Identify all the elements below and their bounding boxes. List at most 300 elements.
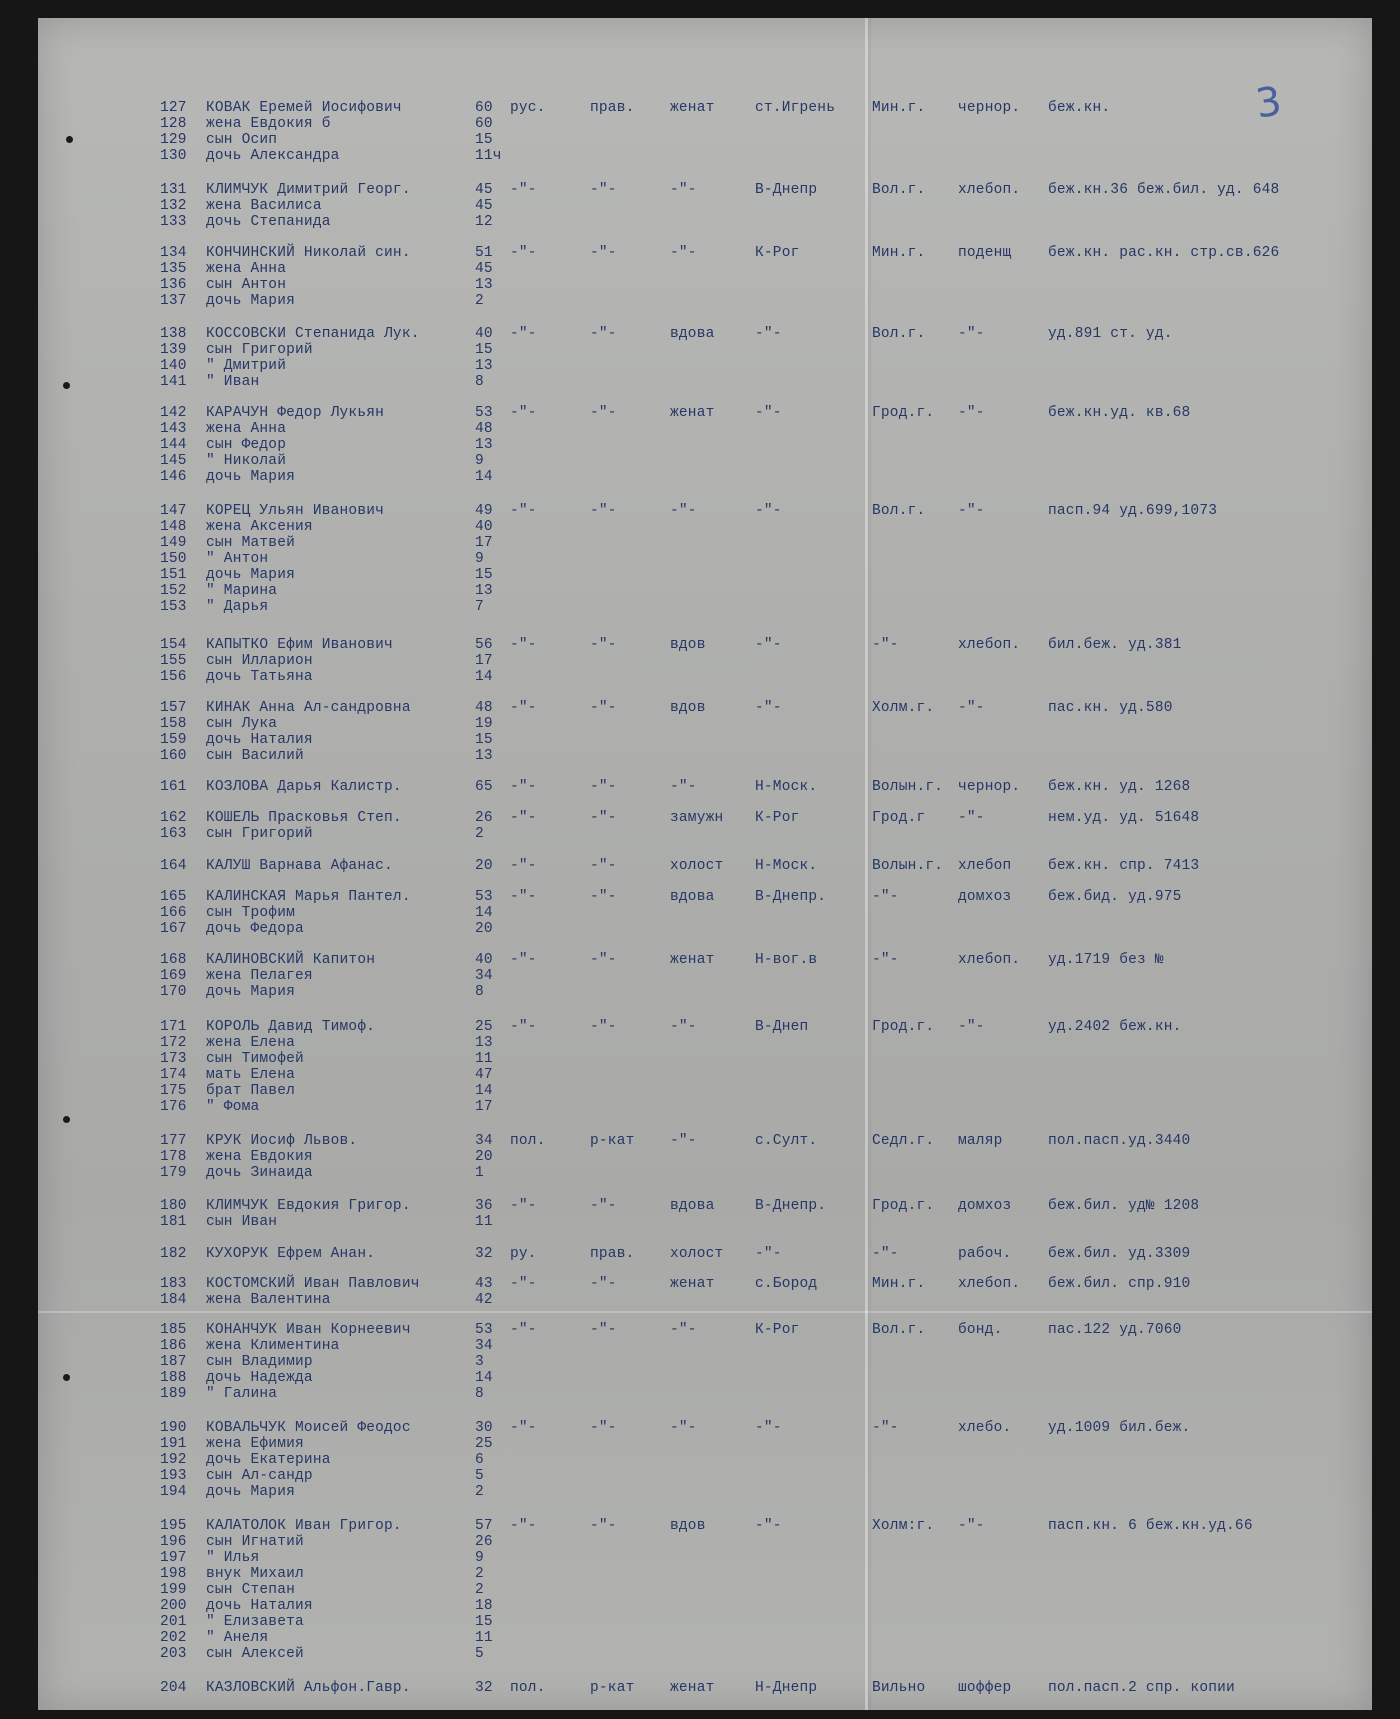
cell-docs: беж.кн. рас.кн. стр.св.626	[1048, 245, 1280, 261]
cell-num: 158	[160, 716, 187, 732]
table-row	[0, 1292, 1400, 1308]
cell-orig: Холм:г.	[872, 1518, 935, 1534]
cell-nat: -"-	[510, 1420, 537, 1436]
cell-rel: -"-	[590, 1420, 617, 1436]
table-row	[0, 519, 1400, 535]
table-row	[0, 1370, 1400, 1386]
cell-rel: прав.	[590, 100, 635, 116]
cell-occ: хлебо.	[958, 1420, 1012, 1436]
cell-age: 20	[475, 921, 493, 937]
table-row	[0, 374, 1400, 390]
cell-from: с.Бород	[755, 1276, 818, 1292]
cell-name: сын Матвей	[206, 535, 296, 551]
cell-num: 163	[160, 826, 187, 842]
cell-from: -"-	[755, 637, 782, 653]
cell-from: К-Рог	[755, 245, 800, 261]
cell-from: Н-Моск.	[755, 858, 818, 874]
cell-occ: -"-	[958, 700, 985, 716]
cell-num: 159	[160, 732, 187, 748]
cell-rel: -"-	[590, 1276, 617, 1292]
cell-from: -"-	[755, 1518, 782, 1534]
table-row	[0, 1214, 1400, 1230]
cell-age: 13	[475, 437, 493, 453]
table-row	[0, 826, 1400, 842]
cell-name: КАЛУШ Варнава Афанас.	[206, 858, 393, 874]
cell-num: 181	[160, 1214, 187, 1230]
cell-orig: Холм.г.	[872, 700, 935, 716]
cell-name: дочь Мария	[206, 469, 296, 485]
cell-num: 204	[160, 1680, 187, 1696]
table-row	[0, 421, 1400, 437]
table-row	[0, 1468, 1400, 1484]
cell-fam: холост	[670, 1246, 724, 1262]
cell-age: 40	[475, 519, 493, 535]
cell-occ: -"-	[958, 1518, 985, 1534]
cell-num: 183	[160, 1276, 187, 1292]
cell-rel: прав.	[590, 1246, 635, 1262]
cell-fam: -"-	[670, 1322, 697, 1338]
cell-fam: -"-	[670, 779, 697, 795]
cell-docs: пас.кн. уд.580	[1048, 700, 1173, 716]
table-row	[0, 503, 1400, 519]
cell-docs: бил.беж. уд.381	[1048, 637, 1182, 653]
cell-age: 9	[475, 1550, 484, 1566]
table-row	[0, 1338, 1400, 1354]
cell-num: 139	[160, 342, 187, 358]
cell-name: мать Елена	[206, 1067, 296, 1083]
cell-orig: -"-	[872, 1246, 899, 1262]
cell-rel: -"-	[590, 405, 617, 421]
cell-age: 26	[475, 1534, 493, 1550]
cell-age: 60	[475, 116, 493, 132]
table-row	[0, 116, 1400, 132]
cell-age: 6	[475, 1452, 484, 1468]
cell-nat: -"-	[510, 405, 537, 421]
cell-nat: рус.	[510, 100, 546, 116]
cell-from: К-Рог	[755, 810, 800, 826]
cell-occ: шоффер	[958, 1680, 1012, 1696]
table-row	[0, 583, 1400, 599]
cell-name: сын Степан	[206, 1582, 296, 1598]
cell-name: сын Илларион	[206, 653, 313, 669]
cell-num: 131	[160, 182, 187, 198]
cell-age: 9	[475, 453, 484, 469]
cell-name: КОВАК Еремей Иосифович	[206, 100, 402, 116]
cell-age: 2	[475, 1566, 484, 1582]
cell-rel: -"-	[590, 503, 617, 519]
cell-age: 8	[475, 984, 484, 1000]
cell-nat: -"-	[510, 182, 537, 198]
cell-name: сын Осип	[206, 132, 278, 148]
cell-age: 9	[475, 551, 484, 567]
cell-num: 155	[160, 653, 187, 669]
table-row	[0, 1582, 1400, 1598]
cell-orig: Вол.г.	[872, 182, 926, 198]
cell-age: 1	[475, 1165, 484, 1181]
cell-name: сын Лука	[206, 716, 278, 732]
cell-name: сын Григорий	[206, 342, 313, 358]
cell-name: дочь Наталия	[206, 732, 313, 748]
cell-num: 176	[160, 1099, 187, 1115]
table-row	[0, 1566, 1400, 1582]
cell-num: 191	[160, 1436, 187, 1452]
cell-num: 187	[160, 1354, 187, 1370]
cell-nat: -"-	[510, 700, 537, 716]
cell-num: 190	[160, 1420, 187, 1436]
cell-age: 34	[475, 968, 493, 984]
cell-name: дочь Александра	[206, 148, 340, 164]
cell-num: 145	[160, 453, 187, 469]
cell-num: 175	[160, 1083, 187, 1099]
cell-num: 157	[160, 700, 187, 716]
cell-docs: нем.уд. уд. 51648	[1048, 810, 1200, 826]
table-row	[0, 1099, 1400, 1115]
cell-num: 128	[160, 116, 187, 132]
cell-fam: женат	[670, 405, 715, 421]
cell-num: 127	[160, 100, 187, 116]
table-row	[0, 293, 1400, 309]
cell-name: " Анеля	[206, 1630, 269, 1646]
cell-num: 135	[160, 261, 187, 277]
cell-name: жена Ефимия	[206, 1436, 304, 1452]
cell-num: 199	[160, 1582, 187, 1598]
cell-from: -"-	[755, 700, 782, 716]
cell-from: Н-вог.в	[755, 952, 818, 968]
table-row	[0, 1452, 1400, 1468]
cell-age: 13	[475, 748, 493, 764]
cell-num: 130	[160, 148, 187, 164]
cell-num: 137	[160, 293, 187, 309]
table-row	[0, 1149, 1400, 1165]
cell-num: 192	[160, 1452, 187, 1468]
table-row	[0, 637, 1400, 653]
cell-age: 14	[475, 1370, 493, 1386]
cell-name: дочь Наталия	[206, 1598, 313, 1614]
cell-num: 160	[160, 748, 187, 764]
cell-name: сын Владимир	[206, 1354, 313, 1370]
table-row	[0, 1518, 1400, 1534]
table-row	[0, 245, 1400, 261]
cell-num: 172	[160, 1035, 187, 1051]
table-row	[0, 952, 1400, 968]
table-row	[0, 1534, 1400, 1550]
cell-name: " Иван	[206, 374, 260, 390]
cell-age: 8	[475, 1386, 484, 1402]
cell-num: 150	[160, 551, 187, 567]
table-row	[0, 358, 1400, 374]
cell-nat: -"-	[510, 889, 537, 905]
cell-num: 171	[160, 1019, 187, 1035]
cell-age: 25	[475, 1019, 493, 1035]
cell-name: КОВАЛЬЧУК Моисей Феодос	[206, 1420, 411, 1436]
cell-age: 15	[475, 732, 493, 748]
cell-rel: -"-	[590, 245, 617, 261]
cell-name: жена Климентина	[206, 1338, 340, 1354]
cell-num: 134	[160, 245, 187, 261]
cell-orig: Мин.г.	[872, 100, 926, 116]
table-row	[0, 653, 1400, 669]
page-number: 3	[1252, 78, 1285, 128]
cell-name: жена Елена	[206, 1035, 296, 1051]
cell-docs: уд.891 ст. уд.	[1048, 326, 1173, 342]
cell-occ: чернор.	[958, 100, 1021, 116]
cell-age: 11	[475, 1214, 493, 1230]
cell-age: 36	[475, 1198, 493, 1214]
cell-num: 180	[160, 1198, 187, 1214]
table-row	[0, 748, 1400, 764]
cell-name: КЛИМЧУК Евдокия Григор.	[206, 1198, 411, 1214]
cell-from: -"-	[755, 405, 782, 421]
cell-docs: беж.бил. уд.3309	[1048, 1246, 1191, 1262]
cell-age: 11	[475, 1630, 493, 1646]
cell-num: 132	[160, 198, 187, 214]
cell-name: " Дарья	[206, 599, 269, 615]
table-row	[0, 779, 1400, 795]
cell-age: 11	[475, 1051, 493, 1067]
cell-orig: Грод.г.	[872, 405, 935, 421]
cell-nat: пол.	[510, 1133, 546, 1149]
table-row	[0, 551, 1400, 567]
cell-from: Н-Днепр	[755, 1680, 818, 1696]
cell-num: 197	[160, 1550, 187, 1566]
cell-name: КОССОВСКИ Степанида Лук.	[206, 326, 420, 342]
cell-num: 133	[160, 214, 187, 230]
cell-orig: Мин.г.	[872, 1276, 926, 1292]
cell-name: дочь Мария	[206, 293, 296, 309]
cell-age: 43	[475, 1276, 493, 1292]
cell-num: 151	[160, 567, 187, 583]
table-row	[0, 437, 1400, 453]
cell-age: 2	[475, 293, 484, 309]
cell-name: сын Григорий	[206, 826, 313, 842]
table-row	[0, 905, 1400, 921]
cell-age: 42	[475, 1292, 493, 1308]
cell-age: 20	[475, 858, 493, 874]
cell-occ: рабоч.	[958, 1246, 1012, 1262]
cell-age: 17	[475, 653, 493, 669]
cell-rel: р-кат	[590, 1133, 635, 1149]
cell-occ: домхоз	[958, 1198, 1012, 1214]
cell-age: 13	[475, 277, 493, 293]
cell-name: дочь Надежда	[206, 1370, 313, 1386]
table-row	[0, 100, 1400, 116]
cell-age: 15	[475, 132, 493, 148]
cell-fam: -"-	[670, 245, 697, 261]
cell-name: КОШЕЛЬ Прасковья Степ.	[206, 810, 402, 826]
cell-name: КОРЕЦ Ульян Иванович	[206, 503, 385, 519]
cell-rel: -"-	[590, 637, 617, 653]
cell-fam: вдов	[670, 1518, 706, 1534]
cell-name: дочь Татьяна	[206, 669, 313, 685]
cell-age: 45	[475, 261, 493, 277]
cell-age: 11ч	[475, 148, 502, 164]
table-row	[0, 469, 1400, 485]
cell-age: 2	[475, 1484, 484, 1500]
table-row	[0, 405, 1400, 421]
cell-age: 19	[475, 716, 493, 732]
cell-age: 30	[475, 1420, 493, 1436]
cell-age: 2	[475, 826, 484, 842]
cell-orig: Грод.г.	[872, 1019, 935, 1035]
cell-nat: -"-	[510, 810, 537, 826]
cell-nat: -"-	[510, 952, 537, 968]
cell-from: -"-	[755, 503, 782, 519]
table-row	[0, 1067, 1400, 1083]
cell-name: " Марина	[206, 583, 278, 599]
cell-fam: вдов	[670, 637, 706, 653]
cell-from: В-Днеп	[755, 1019, 809, 1035]
cell-age: 14	[475, 669, 493, 685]
cell-docs: уд.2402 беж.кн.	[1048, 1019, 1182, 1035]
cell-occ: -"-	[958, 503, 985, 519]
cell-name: жена Валентина	[206, 1292, 331, 1308]
cell-name: " Антон	[206, 551, 269, 567]
cell-occ: бонд.	[958, 1322, 1003, 1338]
cell-docs: пас.122 уд.7060	[1048, 1322, 1182, 1338]
cell-age: 26	[475, 810, 493, 826]
cell-num: 156	[160, 669, 187, 685]
cell-name: " Галина	[206, 1386, 278, 1402]
table-row	[0, 182, 1400, 198]
table-row	[0, 1680, 1400, 1696]
cell-name: сын Ал-сандр	[206, 1468, 313, 1484]
cell-name: дочь Екатерина	[206, 1452, 331, 1468]
cell-num: 146	[160, 469, 187, 485]
cell-num: 186	[160, 1338, 187, 1354]
cell-age: 14	[475, 905, 493, 921]
cell-num: 142	[160, 405, 187, 421]
table-row	[0, 1276, 1400, 1292]
table-row	[0, 1051, 1400, 1067]
cell-docs: беж.кн.уд. кв.68	[1048, 405, 1191, 421]
cell-num: 138	[160, 326, 187, 342]
cell-rel: -"-	[590, 1198, 617, 1214]
table-row	[0, 1035, 1400, 1051]
cell-orig: -"-	[872, 889, 899, 905]
cell-age: 13	[475, 583, 493, 599]
cell-rel: -"-	[590, 1518, 617, 1534]
cell-docs: беж.кн. уд. 1268	[1048, 779, 1191, 795]
cell-rel: -"-	[590, 182, 617, 198]
cell-num: 201	[160, 1614, 187, 1630]
cell-fam: вдова	[670, 326, 715, 342]
cell-num: 200	[160, 1598, 187, 1614]
cell-name: дочь Зинаида	[206, 1165, 313, 1181]
table-row	[0, 1598, 1400, 1614]
cell-age: 40	[475, 952, 493, 968]
table-row	[0, 326, 1400, 342]
cell-name: КАРАЧУН Федор Лукьян	[206, 405, 385, 421]
table-row	[0, 984, 1400, 1000]
cell-age: 12	[475, 214, 493, 230]
cell-fam: вдова	[670, 889, 715, 905]
cell-rel: -"-	[590, 1019, 617, 1035]
cell-num: 189	[160, 1386, 187, 1402]
cell-docs: беж.бил. спр.910	[1048, 1276, 1191, 1292]
cell-occ: -"-	[958, 326, 985, 342]
cell-name: " Елизавета	[206, 1614, 304, 1630]
table-row	[0, 921, 1400, 937]
cell-num: 193	[160, 1468, 187, 1484]
cell-nat: -"-	[510, 1276, 537, 1292]
cell-age: 14	[475, 469, 493, 485]
cell-occ: хлебоп	[958, 858, 1012, 874]
cell-occ: хлебоп.	[958, 952, 1021, 968]
cell-num: 188	[160, 1370, 187, 1386]
cell-name: дочь Мария	[206, 1484, 296, 1500]
cell-num: 177	[160, 1133, 187, 1149]
cell-name: КАЛИНОВСКИЙ Капитон	[206, 952, 376, 968]
cell-nat: -"-	[510, 858, 537, 874]
cell-fam: -"-	[670, 182, 697, 198]
cell-nat: -"-	[510, 779, 537, 795]
cell-fam: -"-	[670, 1420, 697, 1436]
cell-rel: -"-	[590, 952, 617, 968]
table-row	[0, 1436, 1400, 1452]
cell-rel: -"-	[590, 889, 617, 905]
cell-docs: уд.1009 бил.беж.	[1048, 1420, 1191, 1436]
cell-from: В-Днепр.	[755, 889, 827, 905]
table-row	[0, 1019, 1400, 1035]
cell-nat: пол.	[510, 1680, 546, 1696]
cell-age: 56	[475, 637, 493, 653]
cell-nat: -"-	[510, 326, 537, 342]
cell-age: 15	[475, 1614, 493, 1630]
cell-age: 60	[475, 100, 493, 116]
cell-nat: -"-	[510, 1518, 537, 1534]
table-row	[0, 1083, 1400, 1099]
cell-num: 174	[160, 1067, 187, 1083]
cell-num: 161	[160, 779, 187, 795]
cell-name: КИНАК Анна Ал-сандровна	[206, 700, 411, 716]
cell-orig: Волын.г.	[872, 779, 944, 795]
cell-num: 165	[160, 889, 187, 905]
cell-docs: беж.кн.36 беж.бил. уд. 648	[1048, 182, 1280, 198]
cell-num: 194	[160, 1484, 187, 1500]
cell-age: 45	[475, 198, 493, 214]
cell-occ: домхоз	[958, 889, 1012, 905]
cell-name: сын Федор	[206, 437, 287, 453]
cell-orig: Вол.г.	[872, 326, 926, 342]
cell-name: " Илья	[206, 1550, 260, 1566]
table-row	[0, 453, 1400, 469]
table-row	[0, 1646, 1400, 1662]
cell-name: жена Анна	[206, 261, 287, 277]
cell-rel: -"-	[590, 810, 617, 826]
cell-age: 40	[475, 326, 493, 342]
cell-age: 53	[475, 405, 493, 421]
cell-occ: чернор.	[958, 779, 1021, 795]
cell-name: КАПЫТКО Ефим Иванович	[206, 637, 393, 653]
cell-occ: -"-	[958, 405, 985, 421]
cell-age: 15	[475, 342, 493, 358]
table-row	[0, 716, 1400, 732]
cell-age: 20	[475, 1149, 493, 1165]
table-row	[0, 858, 1400, 874]
cell-num: 164	[160, 858, 187, 874]
cell-name: жена Евдокия	[206, 1149, 313, 1165]
cell-from: В-Днепр.	[755, 1198, 827, 1214]
cell-fam: -"-	[670, 503, 697, 519]
cell-orig: -"-	[872, 952, 899, 968]
table-row	[0, 1614, 1400, 1630]
cell-orig: Грод.г	[872, 810, 926, 826]
cell-name: " Дмитрий	[206, 358, 287, 374]
cell-rel: -"-	[590, 779, 617, 795]
table-row	[0, 277, 1400, 293]
table-row	[0, 567, 1400, 583]
cell-name: дочь Степанида	[206, 214, 331, 230]
